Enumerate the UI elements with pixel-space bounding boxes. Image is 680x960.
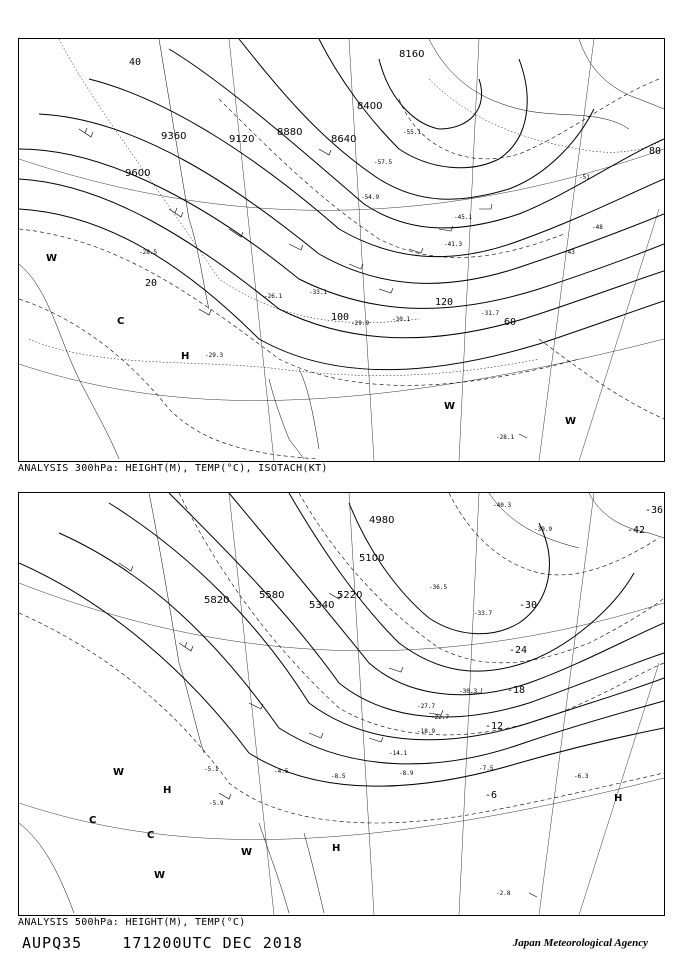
temp-label-4: -28.5 <box>139 249 158 256</box>
warm-center-marker-500-3: W <box>154 870 166 881</box>
isotach-label-3: 80 <box>649 146 662 157</box>
caption-300hpa: ANALYSIS 300hPa: HEIGHT(M), TEMP(°C), ISOTACH(KT) <box>18 463 328 474</box>
temp-label-2: -30.1 <box>392 316 411 323</box>
temp-label-7: -41.3 <box>444 241 463 248</box>
isotach-label-4: 100 <box>331 312 350 323</box>
temp500-label-8: -14.1 <box>389 750 408 757</box>
temp-label-1: -31.7 <box>481 310 500 317</box>
height-label-6: 8160 <box>399 49 425 60</box>
height-label-4: 8640 <box>331 134 357 145</box>
temp500-label-13: -5.9 <box>209 800 224 807</box>
temp500-label-0: -40.3 <box>493 502 512 509</box>
valid-time: 171200UTC DEC 2018 <box>122 934 303 952</box>
temp500-label-6: -22.7 <box>431 714 450 721</box>
temp500-contour-label-5: -12 <box>485 721 504 732</box>
height500-label-2: 5340 <box>309 600 335 611</box>
temp-label-12: -51 <box>579 174 590 181</box>
temp500-contour-label-2: -30 <box>519 600 538 611</box>
cold-center-marker-500: C <box>89 815 97 826</box>
temp500-contour-label-0: -42 <box>627 525 646 536</box>
high-pressure-marker: H <box>181 351 190 362</box>
temp500-contour-label-3: -24 <box>509 645 528 656</box>
height500-label-4: 5100 <box>359 553 385 564</box>
high-pressure-marker-500-2: H <box>332 843 341 854</box>
height500-label-1: 5580 <box>259 590 285 601</box>
chart-id: AUPQ35 <box>22 934 83 952</box>
temp-label-6: -29.3 <box>205 352 224 359</box>
height-label-3: 8880 <box>277 127 303 138</box>
warm-center-marker-500-2: W <box>241 847 253 858</box>
temp-label-8: -45.1 <box>454 214 473 221</box>
high-pressure-marker-500-3: H <box>163 785 172 796</box>
temp-label-11: -57.5 <box>374 159 393 166</box>
map-panel-500hpa <box>18 492 665 916</box>
warm-center-marker: W <box>46 253 58 264</box>
temp-label-14: -43 <box>564 249 575 256</box>
temp500-label-10: -8.5 <box>331 773 346 780</box>
agency-name: Japan Meteorological Agency <box>512 937 648 949</box>
temp500-label-9: -8.9 <box>399 770 414 777</box>
temp500-label-16: -2.8 <box>496 890 511 897</box>
temp500-label-4: -30.3 <box>459 688 478 695</box>
map-panel-300hpa <box>18 38 665 462</box>
height-label-0: 9600 <box>125 168 151 179</box>
temp-label-10: -55.1 <box>403 129 422 136</box>
temp500-label-14: -5.1 <box>204 766 219 773</box>
warm-center-marker-3: W <box>565 416 577 427</box>
temp500-contour-label-1: -36 <box>645 505 664 516</box>
temp500-label-1: -39.9 <box>534 526 553 533</box>
temp-label-9: -54.9 <box>361 194 380 201</box>
warm-center-marker-500: W <box>113 767 125 778</box>
temp-label-3: -29.9 <box>351 320 370 327</box>
height-contours-500 <box>19 493 664 786</box>
temp-label-13: -48 <box>592 224 603 231</box>
high-pressure-marker-500: H <box>614 793 623 804</box>
temp500-label-3: -33.7 <box>474 610 493 617</box>
temp-label-15: -28.1 <box>496 434 515 441</box>
map-500hpa <box>19 493 664 915</box>
height500-label-5: 4980 <box>369 515 395 526</box>
temp500-label-7: -18.9 <box>417 728 436 735</box>
chart-id-and-valid-time <box>22 934 303 952</box>
temp500-label-2: -36.5 <box>429 584 448 591</box>
height-label-1: 9360 <box>161 131 187 142</box>
temp500-contour-label-6: -6 <box>485 790 498 801</box>
isotach-label-1: 40 <box>129 57 142 68</box>
cold-center-marker: C <box>117 316 125 327</box>
height500-label-0: 5820 <box>204 595 230 606</box>
temp-label-0: -33.1 <box>309 289 328 296</box>
temp500-contour-label-4: -18 <box>507 685 526 696</box>
warm-center-marker-2: W <box>444 401 456 412</box>
isotach-label-0: 20 <box>145 278 158 289</box>
map-300hpa <box>19 39 664 461</box>
cold-center-marker-500-2: C <box>147 830 155 841</box>
graticule-500 <box>19 493 664 915</box>
temp500-label-12: -6.3 <box>574 773 589 780</box>
temp500-label-15: -4.5 <box>274 768 289 775</box>
temp-label-5: -26.1 <box>264 293 283 300</box>
height-label-5: 8400 <box>357 101 383 112</box>
isotach-label-2: 60 <box>504 317 517 328</box>
isotach-label-5: 120 <box>435 297 454 308</box>
height-label-2: 9120 <box>229 134 255 145</box>
temp500-label-5: -27.7 <box>417 703 436 710</box>
temp500-label-11: -7.5 <box>479 765 494 772</box>
caption-500hpa: ANALYSIS 500hPa: HEIGHT(M), TEMP(°C) <box>18 917 246 928</box>
coastlines-500 <box>19 493 664 913</box>
height500-label-3: 5220 <box>337 590 363 601</box>
